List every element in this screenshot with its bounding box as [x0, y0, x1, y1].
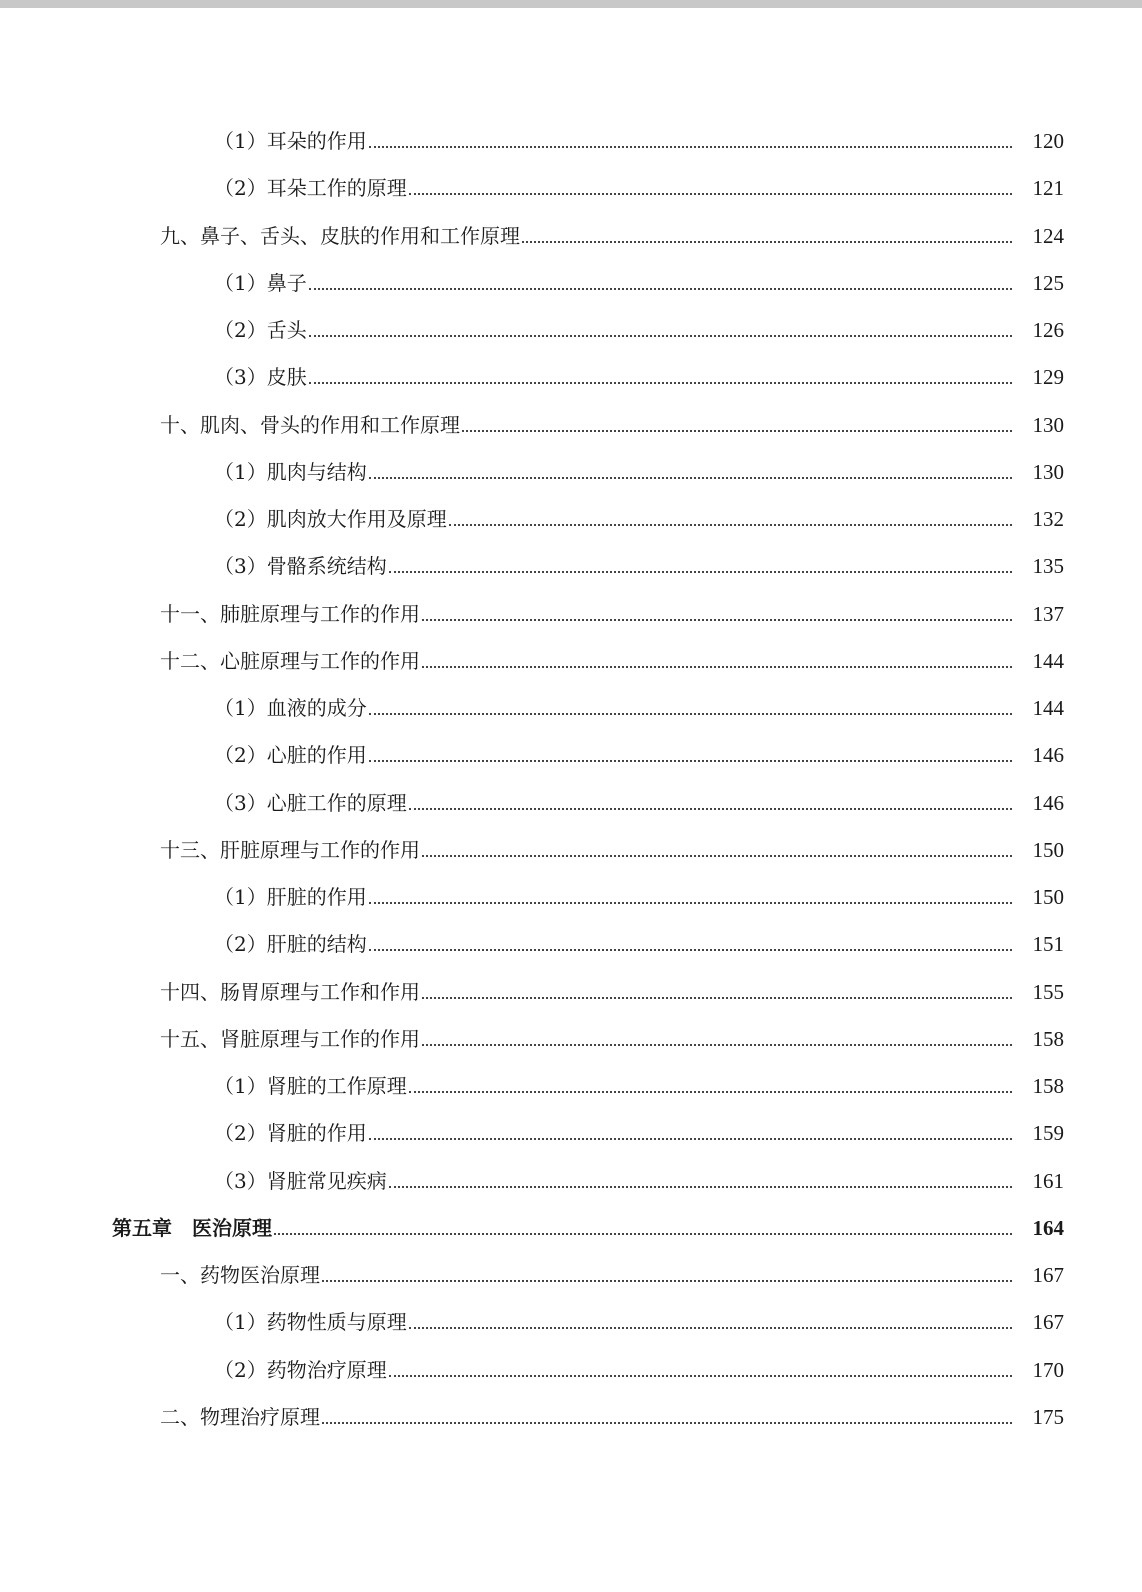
- toc-entry-label: （2）肾脏的作用: [214, 1121, 367, 1146]
- toc-entry-label: （1）血液的成分: [214, 696, 367, 720]
- toc-entry-label: （2）肝脏的结构: [214, 932, 367, 957]
- toc-page-number: 150: [1032, 837, 1064, 862]
- toc-page-number: 158: [1032, 1074, 1064, 1098]
- toc-dot-leader: [449, 524, 1012, 526]
- toc-subsection-entry[interactable]: [0, 496, 1142, 532]
- toc-subsection-entry[interactable]: [0, 685, 1142, 721]
- toc-section-entry[interactable]: [0, 1394, 1142, 1430]
- toc-entry-label: （1）肌肉与结构: [214, 459, 367, 484]
- toc-section-entry[interactable]: [0, 969, 1142, 1005]
- toc-chapter-entry[interactable]: [0, 1205, 1142, 1241]
- toc-page-number: 164: [1032, 1215, 1064, 1240]
- toc-page-number: 125: [1032, 270, 1064, 295]
- toc-page-number: 167: [1032, 1310, 1064, 1335]
- toc-entry-label: 十五、肾脏原理与工作的作用: [160, 1026, 420, 1051]
- toc-page-number: 175: [1032, 1404, 1064, 1429]
- toc-page-number: 155: [1032, 979, 1064, 1004]
- toc-dot-leader: [462, 430, 1012, 432]
- toc-subsection-entry[interactable]: [0, 307, 1142, 343]
- toc-dot-leader: [274, 1233, 1012, 1235]
- toc-dot-leader: [309, 288, 1012, 290]
- toc-page-number: 137: [1032, 601, 1064, 626]
- toc-section-entry[interactable]: [0, 827, 1142, 863]
- toc-subsection-entry[interactable]: [0, 1158, 1142, 1194]
- toc-dot-leader: [369, 1138, 1012, 1140]
- toc-entry-label: 十一、肺脏原理与工作的作用: [160, 601, 420, 626]
- toc-dot-leader: [369, 477, 1012, 479]
- toc-page-number: 150: [1032, 885, 1064, 909]
- toc-page-number: 167: [1032, 1263, 1064, 1287]
- toc-entry-label: 九、鼻子、舌头、皮肤的作用和工作原理: [160, 223, 520, 248]
- toc-dot-leader: [522, 241, 1012, 243]
- toc-entry-label: （2）心脏的作用: [214, 743, 367, 768]
- toc-dot-leader: [389, 1186, 1012, 1188]
- toc-dot-leader: [422, 855, 1012, 857]
- toc-entry-label: （3）骨骼系统结构: [214, 554, 387, 579]
- toc-dot-leader: [409, 1091, 1012, 1093]
- toc-page-number: 170: [1032, 1357, 1064, 1382]
- toc-dot-leader: [322, 1422, 1012, 1424]
- toc-subsection-entry[interactable]: [0, 1063, 1142, 1099]
- toc-page-number: 132: [1032, 507, 1064, 531]
- toc-entry-label: 十四、肠胃原理与工作和作用: [160, 979, 420, 1004]
- toc-dot-leader: [389, 1375, 1012, 1377]
- toc-entry-label: 十二、心脏原理与工作的作用: [160, 648, 420, 673]
- toc-dot-leader: [422, 1044, 1012, 1046]
- toc-page-number: 146: [1032, 790, 1064, 815]
- toc-entry-label: 第五章 医治原理: [112, 1215, 272, 1240]
- toc-subsection-entry[interactable]: [0, 921, 1142, 957]
- toc-entry-label: （1）肝脏的作用: [214, 885, 367, 909]
- toc-subsection-entry[interactable]: [0, 354, 1142, 390]
- toc-subsection-entry[interactable]: [0, 118, 1142, 154]
- toc-page-number: 144: [1032, 696, 1064, 720]
- toc-entry-label: （1）肾脏的工作原理: [214, 1074, 407, 1098]
- toc-section-entry[interactable]: [0, 213, 1142, 249]
- toc-subsection-entry[interactable]: [0, 780, 1142, 816]
- toc-page-number: 130: [1032, 412, 1064, 437]
- toc-dot-leader: [309, 335, 1012, 337]
- toc-entry-label: 一、药物医治原理: [160, 1263, 320, 1287]
- toc-entry-label: （3）心脏工作的原理: [214, 790, 407, 815]
- toc-entry-label: （2）舌头: [214, 318, 307, 342]
- toc-section-entry[interactable]: [0, 638, 1142, 674]
- toc-dot-leader: [369, 902, 1012, 904]
- toc-entry-label: 十三、肝脏原理与工作的作用: [160, 837, 420, 862]
- toc-dot-leader: [322, 1280, 1012, 1282]
- toc-subsection-entry[interactable]: [0, 1299, 1142, 1335]
- toc-page-number: 146: [1032, 743, 1064, 768]
- toc-section-entry[interactable]: [0, 1016, 1142, 1052]
- toc-page-number: 126: [1032, 318, 1064, 342]
- toc-page-number: 161: [1032, 1168, 1064, 1193]
- toc-dot-leader: [422, 666, 1012, 668]
- toc-dot-leader: [369, 949, 1012, 951]
- toc-entry-label: （1）药物性质与原理: [214, 1310, 407, 1335]
- toc-entry-label: 十、肌肉、骨头的作用和工作原理: [160, 412, 460, 437]
- toc-page-number: 130: [1032, 459, 1064, 484]
- toc-subsection-entry[interactable]: [0, 732, 1142, 768]
- toc-entry-label: （2）药物治疗原理: [214, 1357, 387, 1382]
- toc-subsection-entry[interactable]: [0, 874, 1142, 910]
- toc-page-number: 120: [1032, 129, 1064, 153]
- toc-subsection-entry[interactable]: [0, 1347, 1142, 1383]
- toc-subsection-entry[interactable]: [0, 1110, 1142, 1146]
- toc-entry-label: （2）肌肉放大作用及原理: [214, 507, 447, 531]
- toc-entry-label: （1）耳朵的作用: [214, 129, 367, 153]
- toc-page-number: 151: [1032, 932, 1064, 957]
- toc-subsection-entry[interactable]: [0, 165, 1142, 201]
- toc-page-number: 158: [1032, 1026, 1064, 1051]
- toc-page-number: 159: [1032, 1121, 1064, 1146]
- toc-subsection-entry[interactable]: [0, 543, 1142, 579]
- toc-dot-leader: [409, 808, 1012, 810]
- top-border-band: [0, 0, 1142, 8]
- toc-section-entry[interactable]: [0, 402, 1142, 438]
- toc-page-number: 135: [1032, 554, 1064, 579]
- toc-page-number: 124: [1032, 223, 1064, 248]
- toc-entry-label: （2）耳朵工作的原理: [214, 176, 407, 201]
- toc-dot-leader: [369, 146, 1012, 148]
- toc-entry-label: 二、物理治疗原理: [160, 1404, 320, 1429]
- toc-dot-leader: [409, 1327, 1012, 1329]
- toc-entry-label: （3）肾脏常见疾病: [214, 1168, 387, 1193]
- toc-dot-leader: [389, 571, 1012, 573]
- toc-entry-label: （3）皮肤: [214, 365, 307, 390]
- toc-subsection-entry[interactable]: [0, 449, 1142, 485]
- toc-page-number: 144: [1032, 648, 1064, 673]
- toc-section-entry[interactable]: [0, 591, 1142, 627]
- toc-dot-leader: [422, 619, 1012, 621]
- toc-page-number: 129: [1032, 365, 1064, 390]
- toc-dot-leader: [409, 193, 1012, 195]
- toc-entry-label: （1）鼻子: [214, 270, 307, 295]
- toc-subsection-entry[interactable]: [0, 260, 1142, 296]
- toc-page-number: 121: [1032, 176, 1064, 201]
- toc-dot-leader: [369, 760, 1012, 762]
- toc-dot-leader: [369, 713, 1012, 715]
- toc-section-entry[interactable]: [0, 1252, 1142, 1288]
- toc-dot-leader: [309, 382, 1012, 384]
- toc-dot-leader: [422, 997, 1012, 999]
